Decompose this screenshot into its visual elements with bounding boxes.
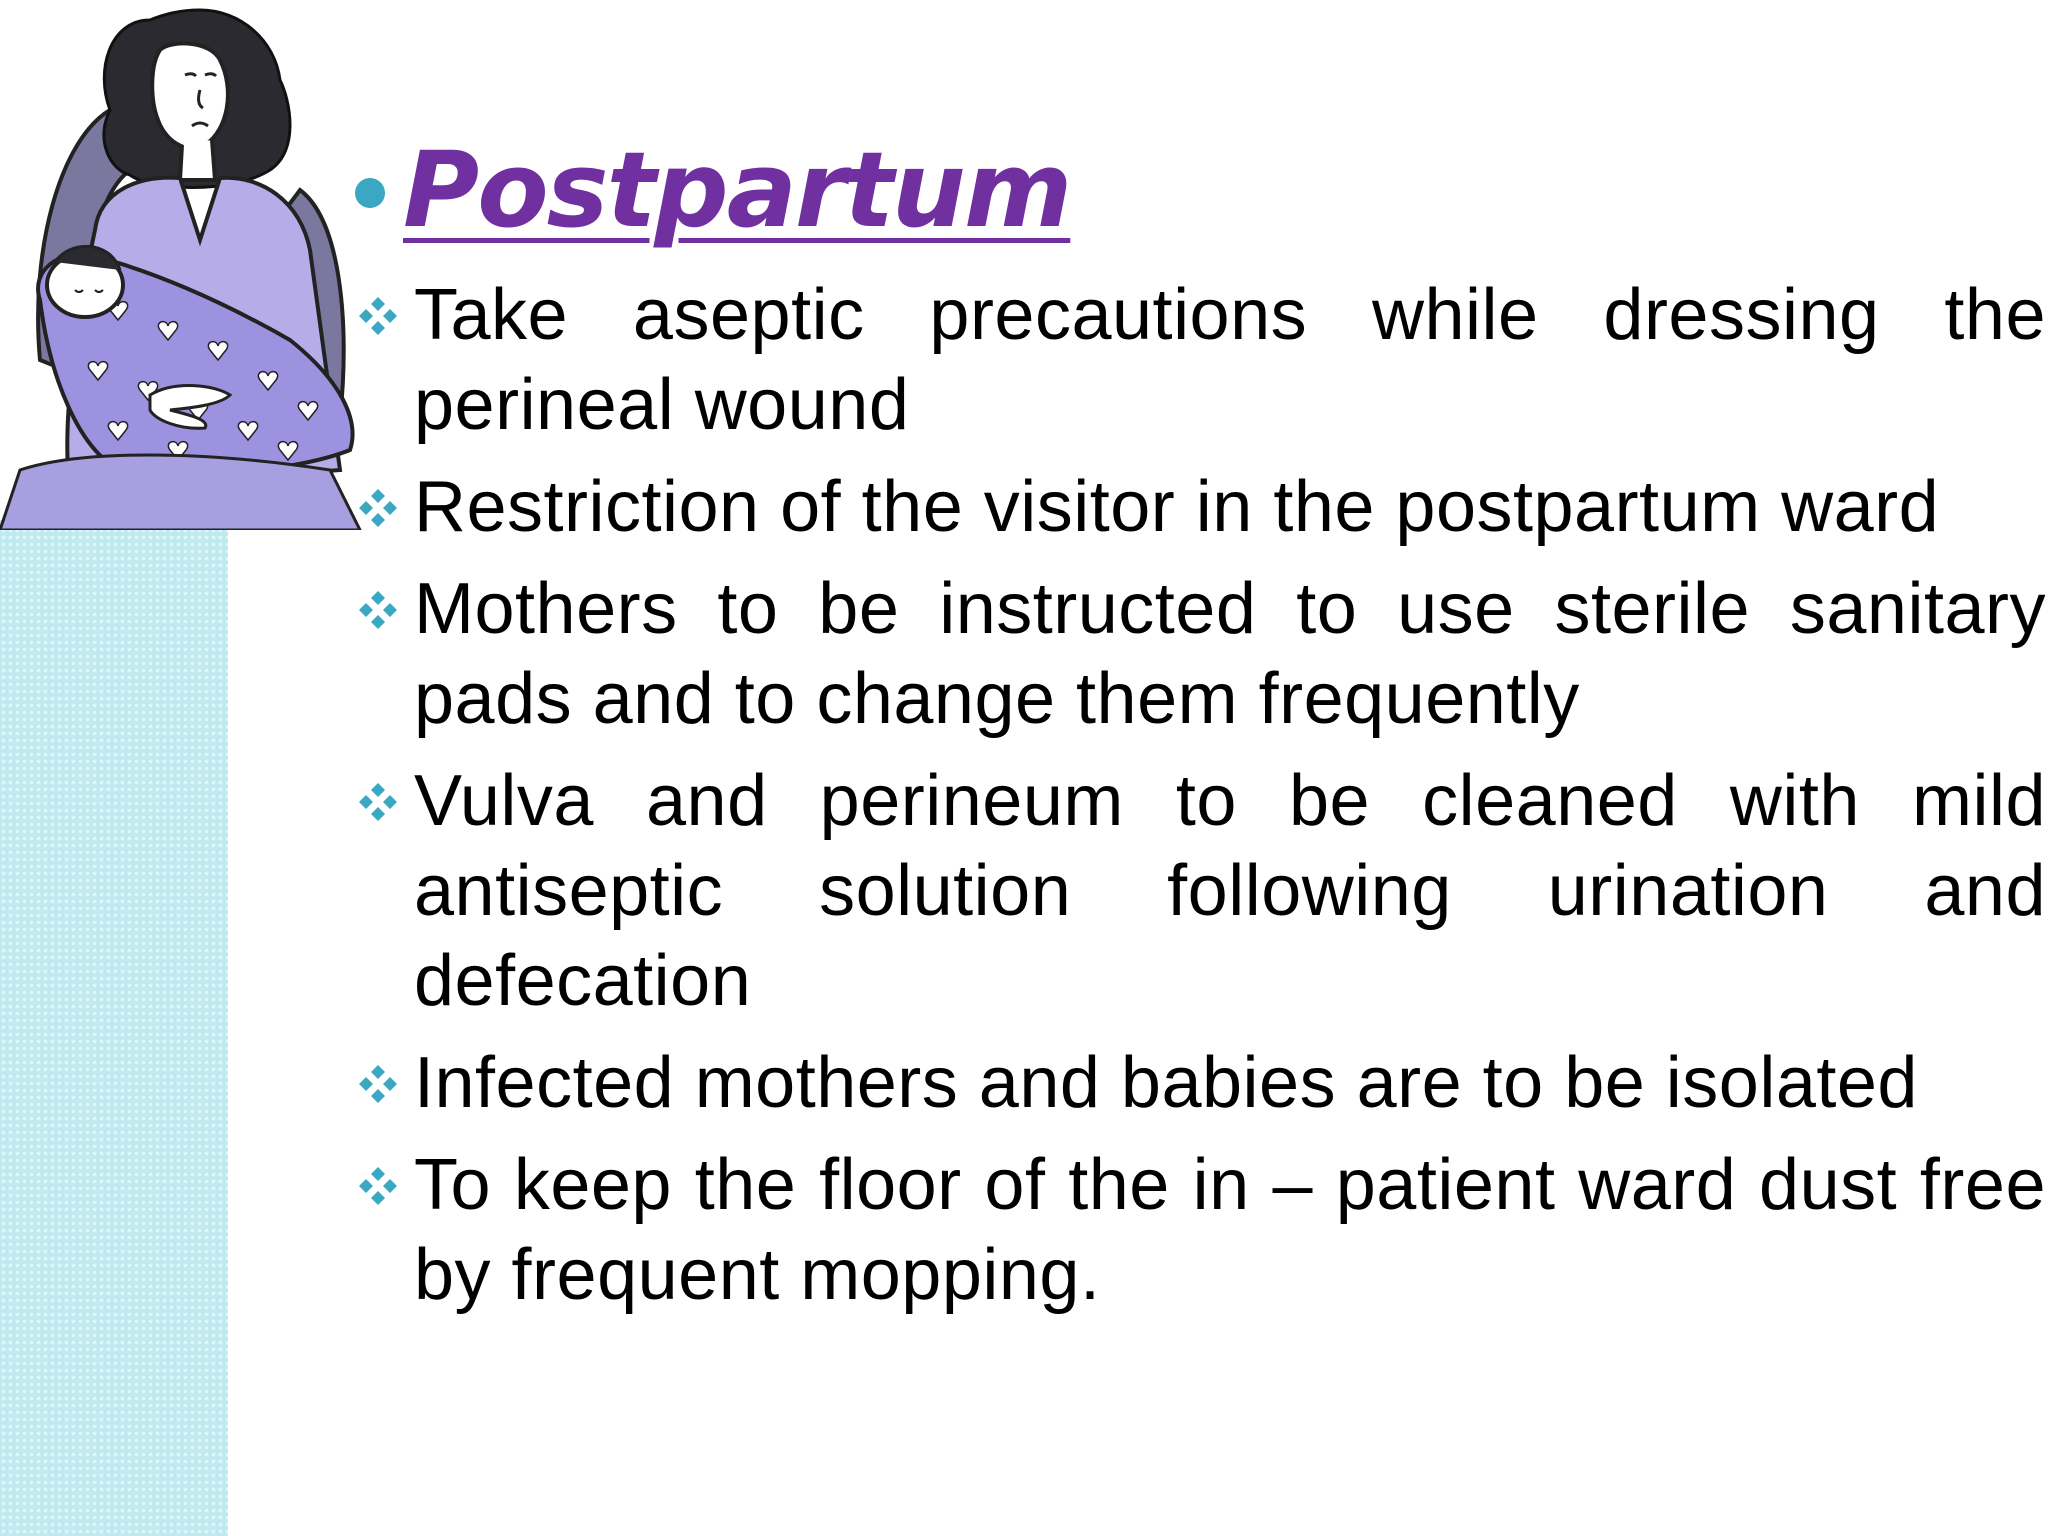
slide-title: Postpartum — [403, 129, 1071, 251]
list-item-text: Mothers to be instructed to use sterile sanitary pads and to change them frequently — [414, 569, 2046, 739]
diamond-star-bullet-icon — [356, 780, 400, 824]
mother-holding-baby-illustration — [0, 0, 370, 530]
title-bullet-icon — [355, 178, 385, 208]
title-row — [355, 120, 1070, 260]
list-item-text: Restriction of the visitor in the postpartum ward — [414, 467, 1940, 547]
list-item — [356, 1038, 2046, 1128]
bullet-list — [356, 270, 2046, 1332]
diamond-star-bullet-icon — [356, 486, 400, 530]
diamond-star-bullet-icon — [356, 1164, 400, 1208]
diamond-star-bullet-icon — [356, 1062, 400, 1106]
side-decorative-band — [0, 520, 228, 1536]
list-item — [356, 462, 2046, 552]
list-item — [356, 1140, 2046, 1320]
list-item-text: Vulva and perineum to be cleaned with mild antiseptic solution following urination and defecation — [414, 761, 2046, 1021]
list-item-text: Infected mothers and babies are to be isolated — [414, 1043, 1918, 1123]
list-item-text: Take aseptic precautions while dressing the perineal wound — [414, 275, 2046, 445]
list-item-text: To keep the floor of the in – patient ward dust free by frequent mopping. — [414, 1145, 2046, 1315]
diamond-star-bullet-icon — [356, 294, 400, 338]
list-item — [356, 270, 2046, 450]
list-item — [356, 756, 2046, 1026]
list-item — [356, 564, 2046, 744]
diamond-star-bullet-icon — [356, 588, 400, 632]
